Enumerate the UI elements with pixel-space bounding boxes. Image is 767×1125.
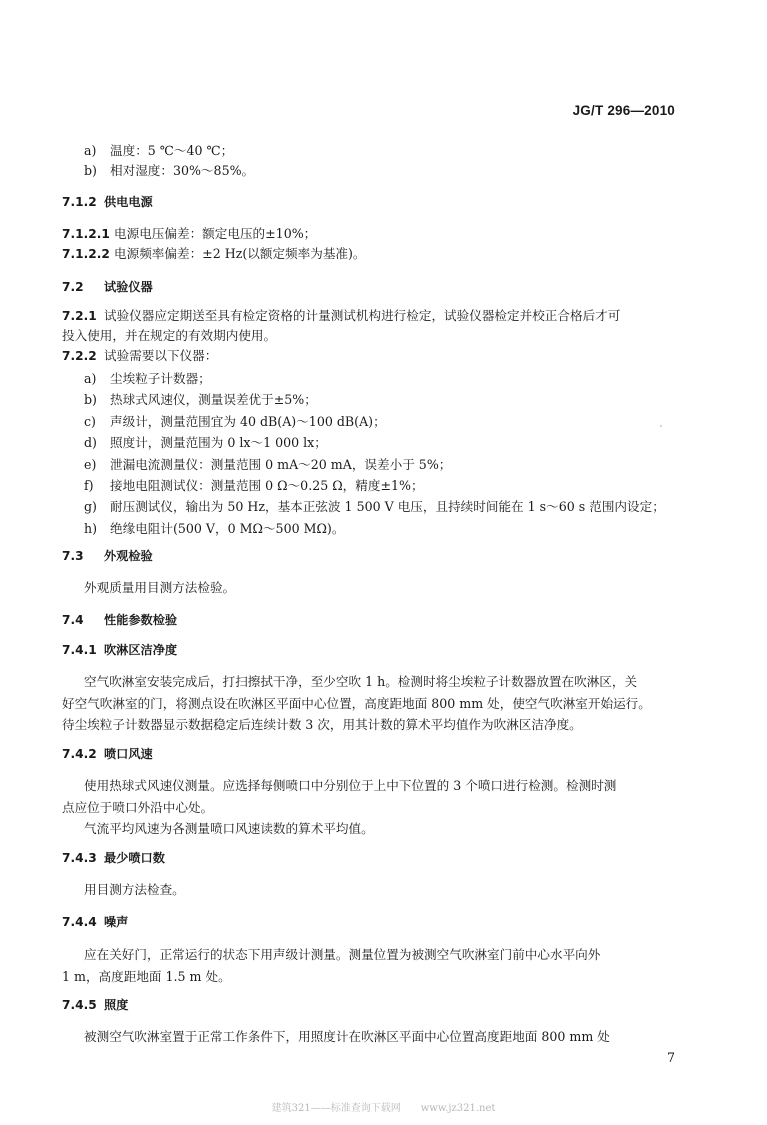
list-item: a) 温度：5 ℃～40 ℃； [84,143,234,158]
section-heading-7-2: 7.2 试验仪器 [62,280,153,294]
paragraph-7-3: 外观质量用目测方法检验。 [84,580,236,595]
list-item: c) 声级计，测量范围宜为 40 dB(A)～100 dB(A)； [84,413,386,429]
section-heading-7-3: 7.3 外观检验 [62,549,153,563]
section-heading-7-4-4: 7.4.4 噪声 [62,915,129,929]
footer-watermark: 建筑321——标准查询下载网 www.jz321.net [271,1103,496,1114]
scan-speck [660,425,662,427]
clause-7-2-2: 7.2.2 试验需要以下仪器： [62,348,218,363]
env-items [62,141,681,181]
instrument-list [62,368,681,539]
section-heading-7-1-2: 7.1.2 供电电源 [62,195,153,209]
list-item: a) 尘埃粒子计数器； [84,371,211,386]
section-heading-7-4-1: 7.4.1 吹淋区洁净度 [62,643,178,657]
section-heading-7-4-5: 7.4.5 照度 [62,998,129,1012]
list-item: h) 绝缘电阻计(500 V，0 MΩ～500 MΩ)。 [84,520,345,536]
paragraph-7-4-1: 空气吹淋室安装完成后，打扫擦拭干净，至少空吹 1 h。检测时将尘埃粒子计数器放置在吹淋区，关 好空气吹淋室的门，将测点设在吹淋区平面中心位置，高度距地面 800 mm 处，使空气吹淋室开始运行。 待尘埃粒子计数器显示数据稳定后连续计数 3 次，用其计数的算术平均值作为吹淋区洁净度。 [62,674,651,732]
paragraph-7-4-4: 应在关好门，正常运行的状态下用声级计测量。测量位置为被测空气吹淋室门前中心水平向外 1 m，高度距地面 1.5 m 处。 [62,947,601,984]
section-heading-7-4-3: 7.4.3 最少喷口数 [62,851,165,865]
paragraph-7-4-3: 用目测方法检查。 [84,882,185,897]
list-item: b) 相对湿度：30%～85%。 [84,163,255,178]
section-heading-7-4-2: 7.4.2 喷口风速 [62,747,153,761]
list-item: b) 热球式风速仪，测量误差优于±5%； [84,392,317,408]
paragraph-7-4-5: 被测空气吹淋室置于正常工作条件下，用照度计在吹淋区平面中心位置高度距地面 800 mm 处 [84,1029,610,1044]
list-item: f) 接地电阻测试仪：测量范围 0 Ω～0.25 Ω，精度±1%； [84,478,424,494]
paragraph-7-4-2: 使用热球式风速仪测量。应选择每侧喷口中分别位于上中下位置的 3 个喷口进行检测。检测时测 点应位于喷口外沿中心处。 气流平均风速为各测量喷口风速读数的算术平均值。 [62,778,617,836]
list-item: e) 泄漏电流测量仪：测量范围 0 mA～20 mA，误差小于 5%； [84,456,452,472]
list-item: d) 照度计，测量范围为 0 lx～1 000 lx； [84,435,327,451]
clause-7-1-2-2: 7.1.2.2 电源频率偏差：±2 Hz(以额定频率为基准)。 [62,246,366,261]
clause-7-1-2 [62,224,681,264]
standard-code: JG/T 296—2010 [572,103,675,118]
list-item: g) 耐压测试仪，输出为 50 Hz，基本正弦波 1 500 V 电压，且持续时间能在 1 s～60 s 范围内设定； [84,499,665,515]
clause-7-2-1: 7.2.1 试验仪器应定期送至具有检定资格的计量测试机构进行检定，试验仪器检定并校正合格后才可 投入使用，并在规定的有效期内使用。 [62,308,621,343]
page-number: 7 [666,1050,675,1065]
section-heading-7-4: 7.4 性能参数检验 [62,613,178,627]
clause-7-1-2-1: 7.1.2.1 电源电压偏差：额定电压的±10%； [62,226,317,241]
